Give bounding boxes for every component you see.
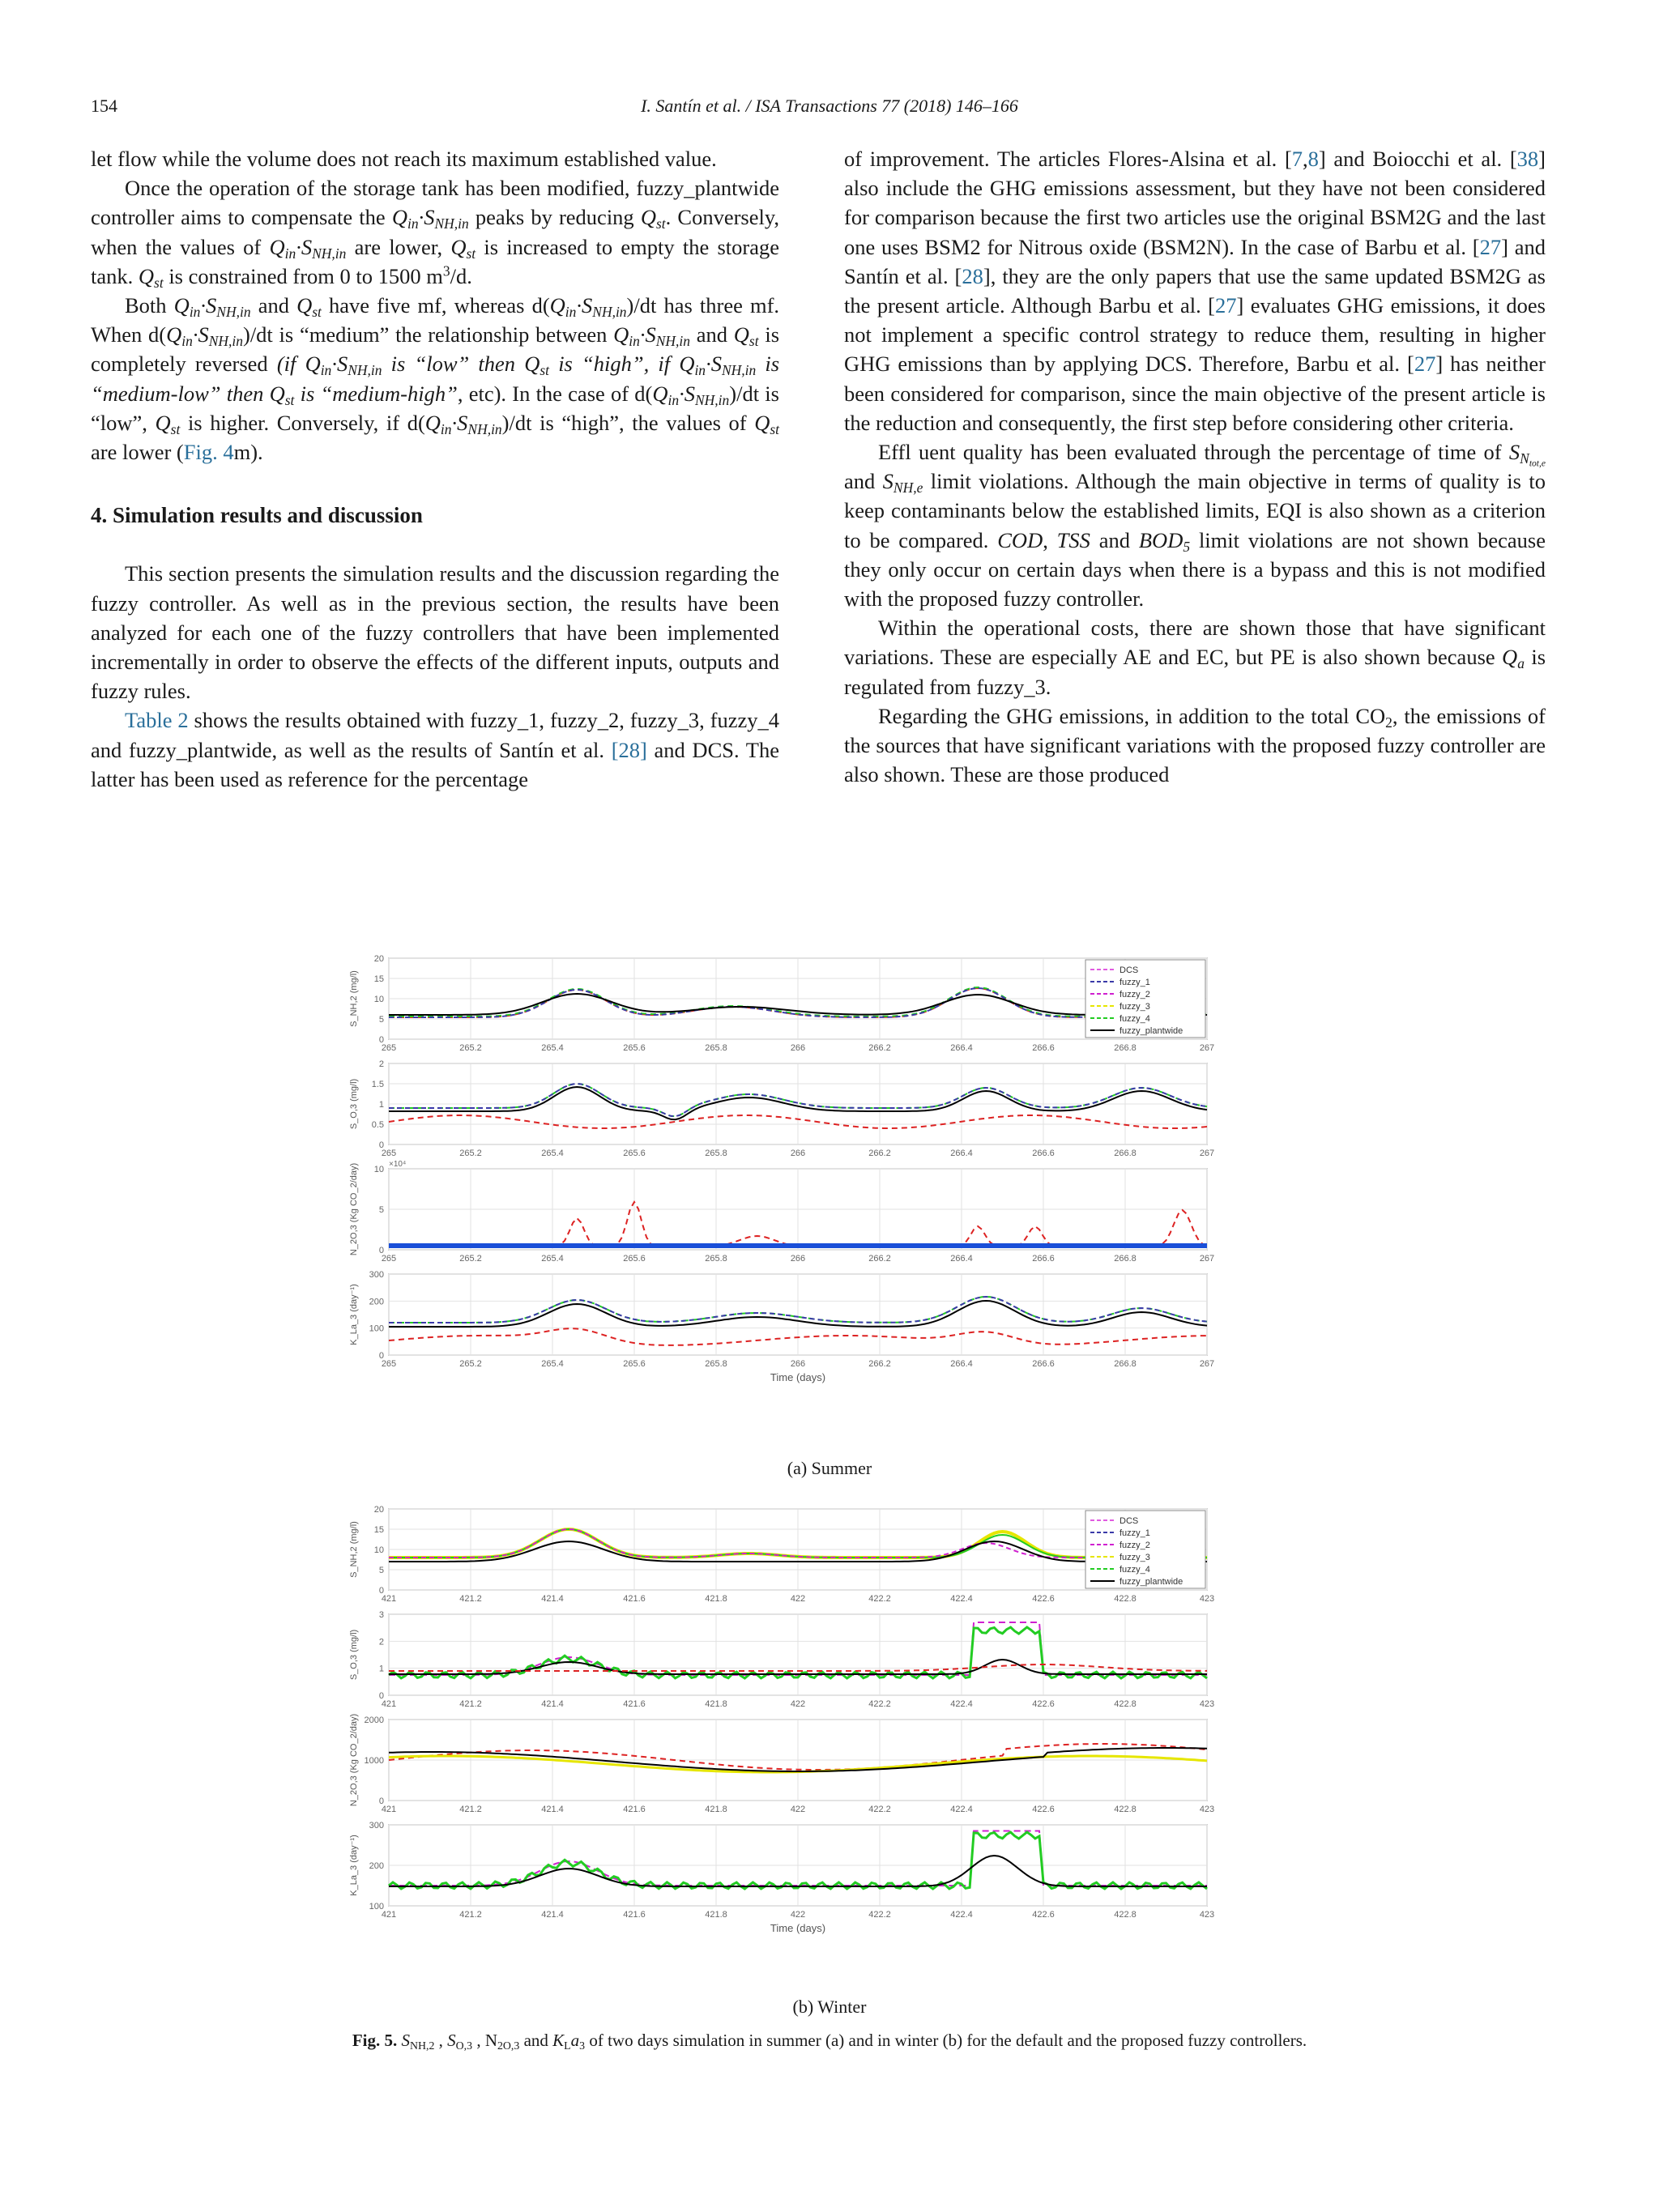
text: let flow while the volume does not reach its maximum established value. bbox=[91, 147, 717, 171]
left-column bbox=[91, 144, 779, 794]
x-tick-label: 266.2 bbox=[868, 1254, 891, 1264]
x-tick-label: 265.2 bbox=[459, 1043, 482, 1053]
x-tick-label: 266 bbox=[790, 1149, 806, 1158]
x-tick-label: 266 bbox=[790, 1043, 806, 1053]
y-axis-label: S_O,3 (mg/l) bbox=[349, 1078, 359, 1130]
axis-exponent: ×10⁴ bbox=[389, 1160, 407, 1169]
citation-link[interactable]: 38 bbox=[1516, 147, 1539, 171]
x-tick-label: 265 bbox=[381, 1359, 397, 1369]
x-tick-label: 267 bbox=[1199, 1359, 1215, 1369]
x-tick-label: 266.8 bbox=[1114, 1359, 1137, 1369]
x-tick-label: 421.8 bbox=[705, 1699, 727, 1709]
figure-panel-summer bbox=[340, 944, 1296, 1430]
paragraph: of improvement. The articles Flores-Alsina et al. [7,8] and Boiocchi et al. [38] also include the GHG emissions assessment, but they have not been considered for comparison because the first two articles use the original BSM2G and the last one uses BSM2 for Nitrous oxide (BSM2N). In the case of Barbu et al. [27] and Santín et al. [28], they are the only papers that use the same updated BSM2G as the present article. Although Barbu et al. [27] evaluates GHG emissions, it does not implement a specific control strategy to reduce them, resulting in higher GHG emissions than by applying DCS. Therefore, Barbu et al. [27] has neither been considered for comparison, since the main objective of the present article is the reduction and consequently, the first step before considering other criteria. bbox=[844, 147, 1546, 435]
paragraph: Within the operational costs, there are shown those that have significant variations. These are especially AE and EC, but PE is also shown because $Q_a$ is regulated from fuzzy_3. bbox=[844, 616, 1546, 699]
x-tick-label: 266.2 bbox=[868, 1043, 891, 1053]
y-tick-label: 0 bbox=[378, 1691, 384, 1701]
x-tick-label: 422.2 bbox=[868, 1594, 891, 1604]
x-tick-label: 421 bbox=[381, 1594, 397, 1604]
paragraph: Regarding the GHG emissions, in addition to the total $CO_2$, the emissions of the sources that have significant variations with the proposed fuzzy controller are also shown. These are those produced bbox=[844, 703, 1546, 787]
page-number: 154 bbox=[91, 96, 117, 116]
x-tick-label: 266.8 bbox=[1114, 1043, 1137, 1053]
y-axis-label: K_La_3 (day⁻¹) bbox=[349, 1835, 359, 1896]
x-tick-label: 267 bbox=[1199, 1254, 1215, 1264]
x-tick-label: 265.6 bbox=[623, 1043, 646, 1053]
y-tick-label: 1 bbox=[378, 1664, 384, 1674]
x-tick-label: 421 bbox=[381, 1699, 397, 1709]
x-tick-label: 266.4 bbox=[950, 1043, 973, 1053]
y-tick-label: 10 bbox=[373, 1545, 384, 1555]
x-tick-label: 422.2 bbox=[868, 1805, 891, 1814]
x-tick-label: 421.6 bbox=[623, 1910, 646, 1920]
y-tick-label: 1 bbox=[378, 1100, 384, 1110]
x-tick-label: 265.4 bbox=[541, 1043, 564, 1053]
x-tick-label: 265.4 bbox=[541, 1359, 564, 1369]
x-tick-label: 266.4 bbox=[950, 1149, 973, 1158]
y-axis-label: S_NH,2 (mg/l) bbox=[349, 1521, 359, 1578]
x-tick-label: 422.8 bbox=[1114, 1910, 1137, 1920]
x-tick-label: 265 bbox=[381, 1254, 397, 1264]
legend-label: fuzzy_1 bbox=[1120, 978, 1150, 987]
right-column bbox=[844, 144, 1546, 789]
panel-caption-winter: (b) Winter bbox=[792, 1997, 867, 2017]
paragraph: Once the operation of the storage tank has been modified, fuzzy_plantwide controller aims to compensate the $Q_{in}\cdot S_{NH,in}$ peaks by reducing $Q_{st}$. Conversely, when the values of $Q_{in}\cdot S_{NH,in}$ are lower, $Q_{st}$ is increased to empty the storage tank. $Q_{st}$ is constrained from 0 to 1500 $m^3/d$. bbox=[91, 176, 780, 292]
x-tick-label: 265.6 bbox=[623, 1359, 646, 1369]
x-tick-label: 422.6 bbox=[1032, 1910, 1055, 1920]
legend-label: fuzzy_3 bbox=[1120, 1002, 1150, 1012]
citation-link[interactable]: 27 bbox=[1479, 234, 1502, 259]
y-tick-label: 300 bbox=[369, 1270, 384, 1280]
y-tick-label: 200 bbox=[369, 1297, 384, 1307]
y-tick-label: 2000 bbox=[364, 1715, 384, 1725]
x-tick-label: 266.2 bbox=[868, 1359, 891, 1369]
y-tick-label: 5 bbox=[378, 1566, 384, 1575]
x-axis-label: Time (days) bbox=[770, 1922, 826, 1934]
x-tick-label: 421 bbox=[381, 1910, 397, 1920]
x-tick-label: 422 bbox=[790, 1699, 806, 1709]
y-axis-label: S_NH,2 (mg/l) bbox=[349, 970, 359, 1027]
running-title: I. Santín et al. / ISA Transactions 77 (2018) 146–166 bbox=[641, 96, 1018, 116]
math: $Q_{st}$ bbox=[450, 234, 476, 262]
legend-label: fuzzy_4 bbox=[1120, 1014, 1150, 1024]
citation-link[interactable]: 27 bbox=[1414, 352, 1436, 377]
x-tick-label: 422.8 bbox=[1114, 1805, 1137, 1814]
x-tick-label: 266 bbox=[790, 1359, 806, 1369]
paragraph: Both $Q_{in}\cdot S_{NH,in}$ and $Q_{st}$ have five mf, whereas $d(Q_{in}\cdot S_{NH,in})/dt$ has three mf. When $d(Q_{in}\cdot S_{NH,in})/dt$ is “medium” the relationship between $Q_{in}\cdot S_{NH,in}$ and $Q_{st}$ is completely reversed (if $Q_{in}\cdot S_{NH,in}$ is “low” then $Q_{st}$ is “high”, if $Q_{in}\cdot S_{NH,in}$ is “medium-low” then $Q_{st}$ is “medium-high”, etc). In the case of $d(Q_{in}\cdot S_{NH,in})/dt$ is “low”, $Q_{st}$ is higher. Conversely, if $d(Q_{in}\cdot S_{NH,in})/dt$ is “high”, the values of $Q_{st}$ are lower (Fig. 4m). bbox=[91, 293, 780, 465]
y-tick-label: 5 bbox=[378, 1205, 384, 1215]
x-tick-label: 267 bbox=[1199, 1149, 1215, 1158]
x-tick-label: 422.8 bbox=[1114, 1699, 1137, 1709]
x-tick-label: 266.6 bbox=[1032, 1254, 1055, 1264]
paragraph: Table 2 shows the results obtained with fuzzy_1, fuzzy_2, fuzzy_3, fuzzy_4 and fuzzy_plantwide, as well as the results of Santín et al. [28] and DCS. The latter has been used as reference for the percentage bbox=[91, 708, 779, 791]
x-tick-label: 423 bbox=[1199, 1805, 1215, 1814]
text: peaks by reducing bbox=[475, 205, 634, 230]
y-tick-label: 3 bbox=[378, 1610, 384, 1620]
x-tick-label: 266 bbox=[790, 1254, 806, 1264]
y-tick-label: 300 bbox=[369, 1821, 384, 1831]
x-tick-label: 266.4 bbox=[950, 1359, 973, 1369]
x-tick-label: 422.4 bbox=[950, 1594, 973, 1604]
x-tick-label: 265.2 bbox=[459, 1254, 482, 1264]
x-tick-label: 421.6 bbox=[623, 1805, 646, 1814]
x-tick-label: 421.8 bbox=[705, 1910, 727, 1920]
math: $Q_{st}$ bbox=[640, 205, 666, 232]
y-tick-label: 100 bbox=[369, 1323, 384, 1334]
x-tick-label: 422.8 bbox=[1114, 1594, 1137, 1604]
x-tick-label: 265.4 bbox=[541, 1149, 564, 1158]
citation-link[interactable]: 8 bbox=[1307, 147, 1319, 171]
y-tick-label: 1000 bbox=[364, 1756, 384, 1766]
y-tick-label: 0 bbox=[378, 1586, 384, 1596]
y-tick-label: 20 bbox=[373, 1505, 384, 1515]
paragraph: Effl uent quality has been evaluated through the percentage of time of $S_{N_{tot,e}}$ and $S_{NH,e}$ limit violations. Although the main objective in terms of quality is to keep contaminants below the established limits, EQI is also shown as a criterion to be compared. COD, TSS and $BOD_5$ limit violations are not shown because they only occur on certain days when there is a bypass and this is not modified with the proposed fuzzy controller. bbox=[844, 440, 1546, 612]
paragraph bbox=[91, 144, 779, 173]
x-tick-label: 421.8 bbox=[705, 1594, 727, 1604]
y-tick-label: 200 bbox=[369, 1861, 384, 1871]
y-axis-label: N_2O,3 (Kg CO_2/day) bbox=[349, 1713, 359, 1807]
citation-link[interactable]: 7 bbox=[1291, 147, 1303, 171]
text: is constrained from 0 to 1500 m bbox=[168, 263, 443, 288]
figure-link[interactable]: Fig. 4 bbox=[183, 440, 234, 465]
y-tick-label: 15 bbox=[373, 974, 384, 984]
x-tick-label: 266.2 bbox=[868, 1149, 891, 1158]
x-tick-label: 265.8 bbox=[705, 1043, 727, 1053]
x-axis-label: Time (days) bbox=[770, 1371, 826, 1383]
y-tick-label: 2 bbox=[378, 1059, 384, 1069]
panel-caption-summer: (a) Summer bbox=[787, 1458, 872, 1478]
x-tick-label: 421.2 bbox=[459, 1805, 482, 1814]
x-tick-label: 265.6 bbox=[623, 1149, 646, 1158]
citation-link[interactable]: 27 bbox=[1214, 293, 1237, 318]
text: is increased to empty the storage tank. bbox=[91, 234, 780, 288]
y-tick-label: 20 bbox=[373, 954, 384, 964]
x-tick-label: 422.2 bbox=[868, 1910, 891, 1920]
x-tick-label: 265.8 bbox=[705, 1254, 727, 1264]
y-axis-label: K_La_3 (day⁻¹) bbox=[349, 1284, 359, 1345]
y-tick-label: 10 bbox=[373, 1165, 384, 1174]
legend-label: fuzzy_4 bbox=[1120, 1565, 1150, 1575]
x-tick-label: 421.6 bbox=[623, 1594, 646, 1604]
x-tick-label: 421.8 bbox=[705, 1805, 727, 1814]
x-tick-label: 267 bbox=[1199, 1043, 1215, 1053]
math: $Q_{in}\cdot S_{NH,in}$ bbox=[269, 234, 347, 262]
x-tick-label: 422.6 bbox=[1032, 1699, 1055, 1709]
x-tick-label: 421.4 bbox=[541, 1910, 564, 1920]
text: Once the operation of the storage tank has been modified, fuzzy_plantwide controller aims to compensate the bbox=[91, 176, 779, 230]
x-tick-label: 422.4 bbox=[950, 1805, 973, 1814]
x-tick-label: 421 bbox=[381, 1805, 397, 1814]
x-tick-label: 423 bbox=[1199, 1699, 1215, 1709]
x-tick-label: 266.6 bbox=[1032, 1359, 1055, 1369]
y-tick-label: 0 bbox=[378, 1140, 384, 1150]
x-tick-label: 422.6 bbox=[1032, 1805, 1055, 1814]
y-tick-label: 5 bbox=[378, 1015, 384, 1025]
y-tick-label: 15 bbox=[373, 1525, 384, 1535]
math: $Q_{in}\cdot S_{NH,in}$ bbox=[391, 205, 469, 232]
x-tick-label: 266.4 bbox=[950, 1254, 973, 1264]
x-tick-label: 265.6 bbox=[623, 1254, 646, 1264]
x-tick-label: 422 bbox=[790, 1594, 806, 1604]
citation-link[interactable]: 28 bbox=[962, 263, 983, 288]
x-tick-label: 423 bbox=[1199, 1910, 1215, 1920]
x-tick-label: 422.2 bbox=[868, 1699, 891, 1709]
x-tick-label: 265.4 bbox=[541, 1254, 564, 1264]
legend-label: DCS bbox=[1120, 1516, 1139, 1526]
x-tick-label: 265.8 bbox=[705, 1359, 727, 1369]
x-tick-label: 266.6 bbox=[1032, 1043, 1055, 1053]
y-tick-label: 0 bbox=[378, 1035, 384, 1045]
x-tick-label: 265 bbox=[381, 1043, 397, 1053]
x-tick-label: 423 bbox=[1199, 1594, 1215, 1604]
x-tick-label: 265.2 bbox=[459, 1149, 482, 1158]
math: $Q_{st}$ bbox=[138, 263, 164, 292]
x-tick-label: 422.4 bbox=[950, 1699, 973, 1709]
x-tick-label: 422 bbox=[790, 1805, 806, 1814]
citation-link[interactable]: [28] bbox=[611, 737, 647, 762]
x-tick-label: 266.6 bbox=[1032, 1149, 1055, 1158]
x-tick-label: 421.4 bbox=[541, 1699, 564, 1709]
y-tick-label: 0.5 bbox=[371, 1120, 384, 1130]
x-tick-label: 421.4 bbox=[541, 1594, 564, 1604]
section-title: 4. Simulation results and discussion bbox=[91, 503, 423, 528]
y-tick-label: 1.5 bbox=[371, 1080, 384, 1089]
legend-label: fuzzy_plantwide bbox=[1120, 1577, 1183, 1587]
x-tick-label: 421.4 bbox=[541, 1805, 564, 1814]
legend-label: fuzzy_plantwide bbox=[1120, 1026, 1183, 1036]
x-tick-label: 265.8 bbox=[705, 1149, 727, 1158]
y-axis-label: S_O,3 (mg/l) bbox=[349, 1629, 359, 1681]
x-tick-label: 265 bbox=[381, 1149, 397, 1158]
x-tick-label: 421.6 bbox=[623, 1699, 646, 1709]
legend-label: fuzzy_2 bbox=[1120, 1541, 1150, 1550]
legend-label: fuzzy_2 bbox=[1120, 990, 1150, 999]
table-link[interactable]: Table 2 bbox=[125, 708, 189, 733]
x-tick-label: 422.4 bbox=[950, 1910, 973, 1920]
text: . Conversely, when the values of bbox=[91, 205, 780, 259]
y-tick-label: 10 bbox=[373, 995, 384, 1004]
y-tick-label: 100 bbox=[369, 1902, 384, 1912]
y-tick-label: 0 bbox=[378, 1796, 384, 1806]
legend-label: fuzzy_1 bbox=[1120, 1528, 1150, 1538]
x-tick-label: 265.2 bbox=[459, 1359, 482, 1369]
text: /d. bbox=[450, 263, 472, 288]
x-tick-label: 266.8 bbox=[1114, 1149, 1137, 1158]
x-tick-label: 421.2 bbox=[459, 1594, 482, 1604]
legend-label: DCS bbox=[1120, 965, 1139, 975]
x-tick-label: 422 bbox=[790, 1910, 806, 1920]
x-tick-label: 421.2 bbox=[459, 1910, 482, 1920]
figure-caption: Fig. 5. $S_{NH,2}$ , $S_{O,3}$ , $N_{2O,3}$ and $K_La_3$ of two days simulation in summer (a) and in winter (b) for the default and the proposed fuzzy controllers. bbox=[352, 2031, 1307, 2052]
y-tick-label: 2 bbox=[378, 1637, 384, 1647]
y-axis-label: N_2O,3 (Kg CO_2/day) bbox=[349, 1162, 359, 1256]
legend-label: fuzzy_3 bbox=[1120, 1553, 1150, 1562]
figure-panel-winter bbox=[340, 1494, 1296, 1980]
x-tick-label: 266.8 bbox=[1114, 1254, 1137, 1264]
paragraph: This section presents the simulation results and the discussion regarding the fuzzy controller. As well as in the previous section, the results have been analyzed for each one of the fuzzy controllers that have been implemented incrementally in order to observe the effects of the different inputs, outputs and fuzzy rules. bbox=[91, 561, 779, 704]
x-tick-label: 422.6 bbox=[1032, 1594, 1055, 1604]
text: are lower, bbox=[354, 234, 443, 259]
y-tick-label: 0 bbox=[378, 1351, 384, 1361]
y-tick-label: 0 bbox=[378, 1246, 384, 1255]
x-tick-label: 421.2 bbox=[459, 1699, 482, 1709]
